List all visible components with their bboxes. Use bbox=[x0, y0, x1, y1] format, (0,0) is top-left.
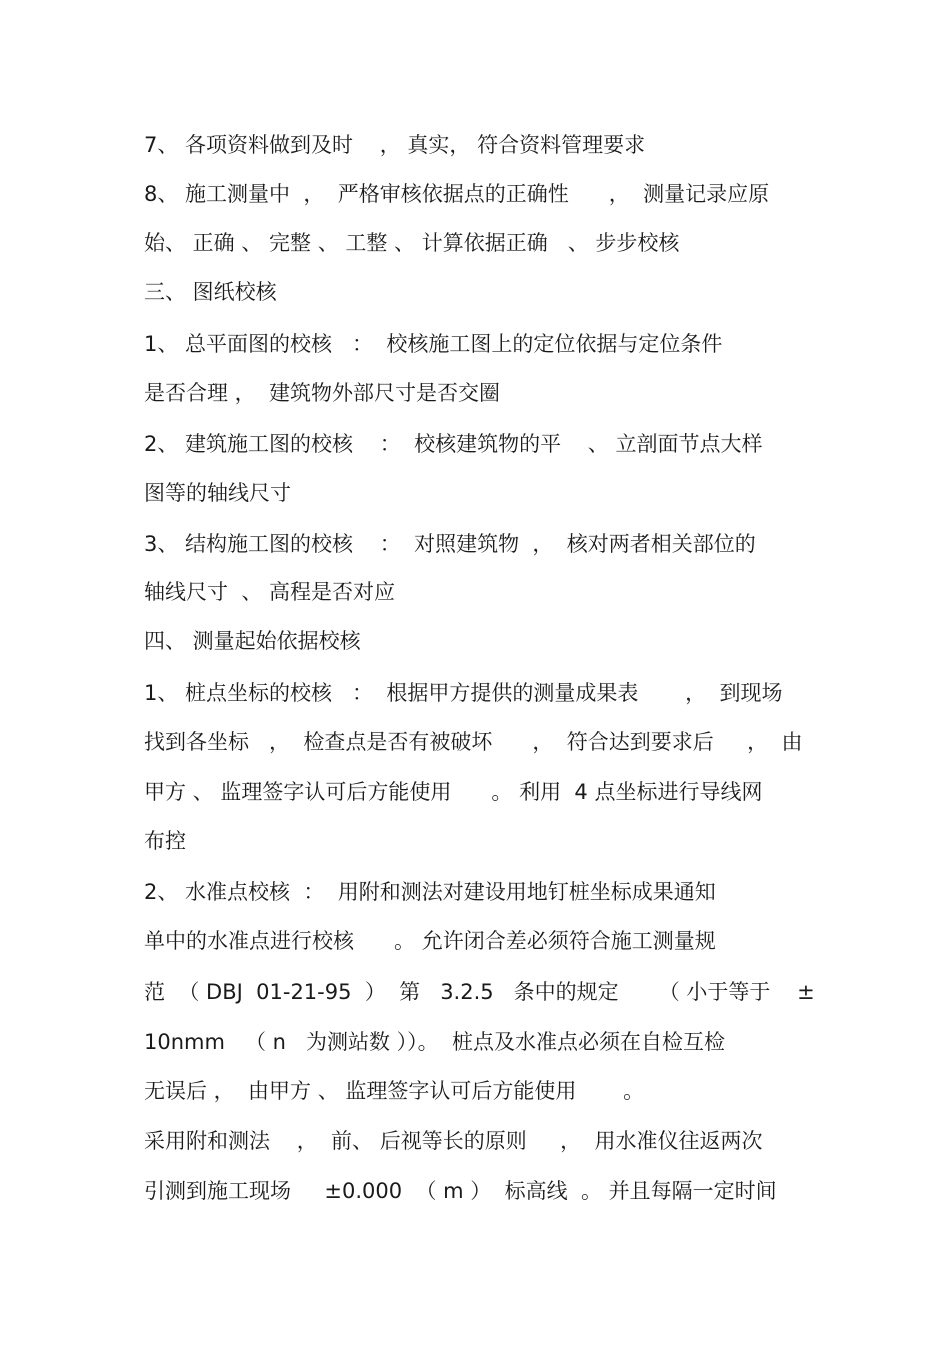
text-line: 单中的水准点进行校核 。 允许闭合差必须符合施工测量规 bbox=[144, 929, 716, 953]
text-line: 甲方 、 监理签字认可后方能使用 。 利用 4 点坐标进行导线网 bbox=[144, 780, 763, 804]
section-heading: 四、 测量起始依据校核 bbox=[144, 629, 361, 653]
text-line: 布控 bbox=[144, 829, 186, 853]
text-line: 无误后 ， 由甲方 、 监理签字认可后方能使用 。 bbox=[144, 1079, 645, 1103]
text-line: 3、 结构施工图的校核 ： 对照建筑物 ， 核对两者相关部位的 bbox=[144, 532, 756, 556]
text-line: 轴线尺寸 、 高程是否对应 bbox=[144, 580, 396, 604]
text-line: 7、 各项资料做到及时 ， 真实， 符合资料管理要求 bbox=[144, 133, 646, 157]
text-line: 范 （ DBJ 01-21-95 ） 第 3.2.5 条中的规定 （ 小于等于 ± bbox=[144, 980, 815, 1004]
text-line: 1、 桩点坐标的校核 ： 根据甲方提供的测量成果表 ， 到现场 bbox=[144, 681, 783, 705]
text-line: 2、 水准点校核 ： 用附和测法对建设用地钉桩坐标成果通知 bbox=[144, 880, 716, 904]
text-line: 找到各坐标 ， 检查点是否有被破坏 ， 符合达到要求后 ， 由 bbox=[144, 730, 803, 754]
text-line: 始、 正确 、 完整 、 工整 、 计算依据正确 、 步步校核 bbox=[144, 231, 680, 255]
section-heading: 三、 图纸校核 bbox=[144, 280, 277, 304]
text-line: 10nmm （ n 为测站数 ））。 桩点及水准点必须在自检互检 bbox=[144, 1030, 726, 1054]
text-line: 8、 施工测量中 ， 严格审核依据点的正确性 ， 测量记录应原 bbox=[144, 182, 770, 206]
text-line: 采用附和测法 ， 前、 后视等长的原则 ， 用水准仪往返两次 bbox=[144, 1129, 763, 1153]
text-line: 引测到施工现场 ±0.000 （ m ） 标高线 。 并且每隔一定时间 bbox=[144, 1179, 777, 1203]
text-line: 2、 建筑施工图的校核 ： 校核建筑物的平 、 立剖面节点大样 bbox=[144, 432, 763, 456]
text-line: 1、 总平面图的校核 ： 校核施工图上的定位依据与定位条件 bbox=[144, 332, 723, 356]
text-line: 是否合理 ， 建筑物外部尺寸是否交圈 bbox=[144, 381, 501, 405]
text-line: 图等的轴线尺寸 bbox=[144, 481, 291, 505]
